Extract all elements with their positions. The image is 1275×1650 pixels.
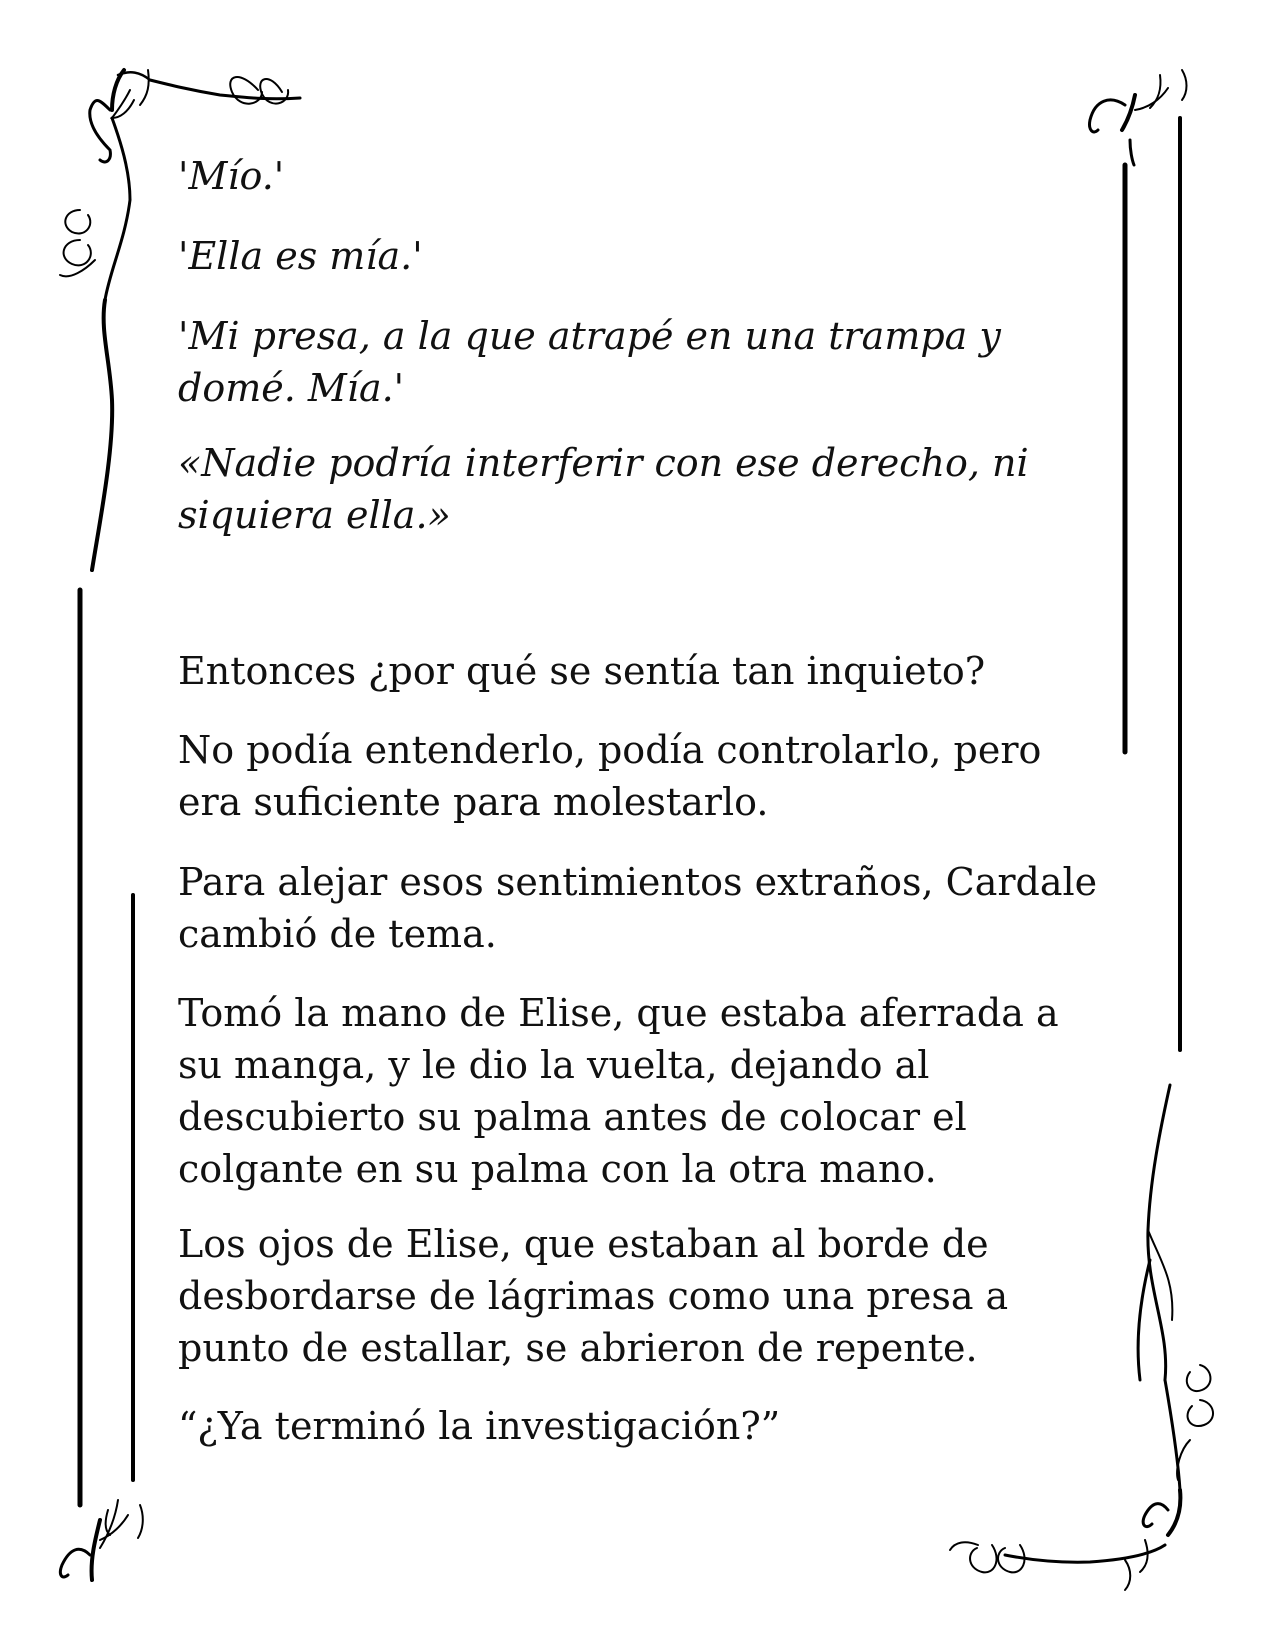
top-right-flourish-icon (1090, 70, 1187, 165)
paragraph-10: “¿Ya terminó la investigación?” (178, 1404, 781, 1448)
paragraph-2: 'Ella es mía.' (178, 234, 423, 278)
paragraph-8: Tomó la mano de Elise, que estaba aferrada a su manga, y le dio la vuelta, dejando al descubierto su palma antes de colocar el colgante en su palma con la otra mano. (178, 991, 1059, 1191)
paragraph-7: Para alejar esos sentimientos extraños, Cardale cambió de tema. (178, 860, 1098, 956)
paragraph-4: «Nadie podría interferir con ese derecho, ni siquiera ella.» (178, 441, 1029, 537)
paragraph-6: No podía entenderlo, podía controlarlo, pero era suficiente para molestarlo. (178, 728, 1042, 824)
paragraph-3: 'Mi presa, a la que atrapé en una trampa y domé. Mía.' (178, 314, 1001, 410)
bottom-left-flourish-icon (60, 1500, 142, 1580)
paragraph-5: Entonces ¿por qué se sentía tan inquieto? (178, 649, 986, 693)
paragraph-9: Los ojos de Elise, que estaban al borde de desbordarse de lágrimas como una presa a punto de estallar, se abrieron de repente. (178, 1222, 1009, 1370)
paragraph-1: 'Mío.' (178, 154, 285, 198)
